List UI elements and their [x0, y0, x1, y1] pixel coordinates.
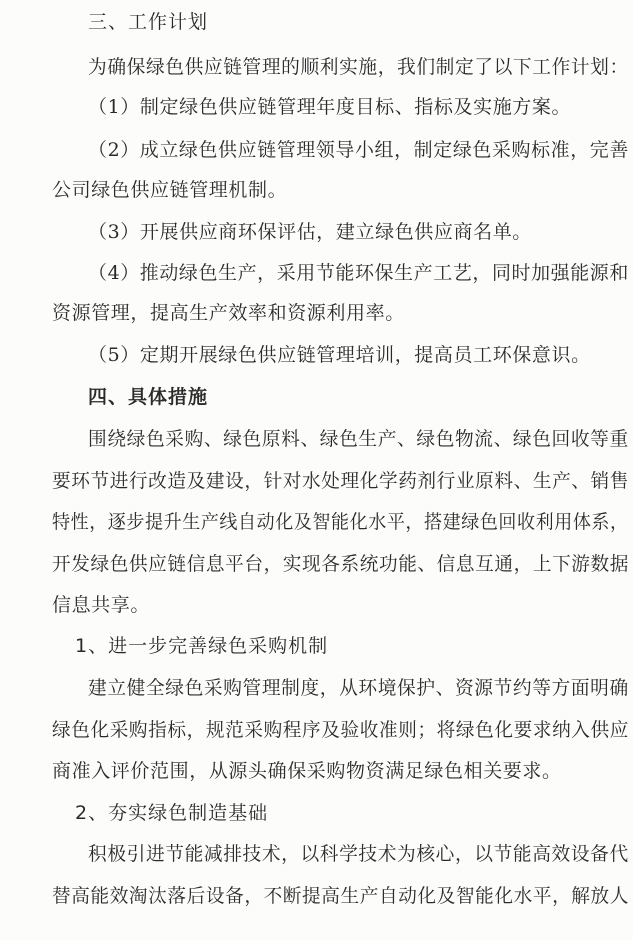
plan-item-1: （1）制定绿色供应链管理年度目标、指标及实施方案。 [88, 96, 572, 118]
plan-item-4: （4）推动绿色生产，采用节能环保生产工艺，同时加强能源和 [88, 262, 629, 284]
procurement-line-2: 绿色化采购指标，规范采购程序及验收准则；将绿色化要求纳入供应 [52, 719, 630, 741]
plan-item-4-continued: 资源管理，提高生产效率和资源利用率。 [52, 302, 405, 324]
measures-paragraph-line-5: 信息共享。 [52, 594, 151, 616]
section-3-heading: 三、工作计划 [88, 11, 209, 33]
measures-paragraph-line-2: 要环节进行改造及建设，针对水处理化学药剂行业原料、生产、销售 [52, 470, 630, 492]
plan-item-2: （2）成立绿色供应链管理领导小组，制定绿色采购标准，完善 [88, 139, 629, 161]
section-3-intro: 为确保绿色供应链管理的顺利实施，我们制定了以下工作计划： [88, 56, 629, 78]
plan-item-3: （3）开展供应商环保评估，建立绿色供应商名单。 [88, 221, 532, 243]
procurement-line-1: 建立健全绿色采购管理制度，从环境保护、资源节约等方面明确 [88, 677, 629, 699]
section-4-heading: 四、具体措施 [88, 386, 209, 408]
measures-paragraph-line-1: 围绕绿色采购、绿色原料、绿色生产、绿色物流、绿色回收等重 [88, 428, 629, 450]
plan-item-2-continued: 公司绿色供应链管理机制。 [52, 179, 288, 201]
manufacturing-line-2: 替高能效淘汰落后设备，不断提高生产自动化及智能化水平，解放人 [52, 885, 630, 907]
subsection-1-heading: 1、进一步完善绿色采购机制 [75, 635, 329, 657]
plan-item-5: （5）定期开展绿色供应链管理培训，提高员工环保意识。 [88, 344, 591, 366]
measures-paragraph-line-3: 特性，逐步提升生产线自动化及智能化水平，搭建绿色回收利用体系， [52, 511, 629, 533]
measures-paragraph-line-4: 开发绿色供应链信息平台，实现各系统功能、信息互通，上下游数据 [52, 553, 630, 575]
procurement-line-3: 商准入评价范围，从源头确保采购物资满足绿色相关要求。 [52, 760, 562, 782]
manufacturing-line-1: 积极引进节能减排技术，以科学技术为核心，以节能高效设备代 [88, 843, 629, 865]
subsection-2-heading: 2、夯实绿色制造基础 [75, 802, 269, 824]
